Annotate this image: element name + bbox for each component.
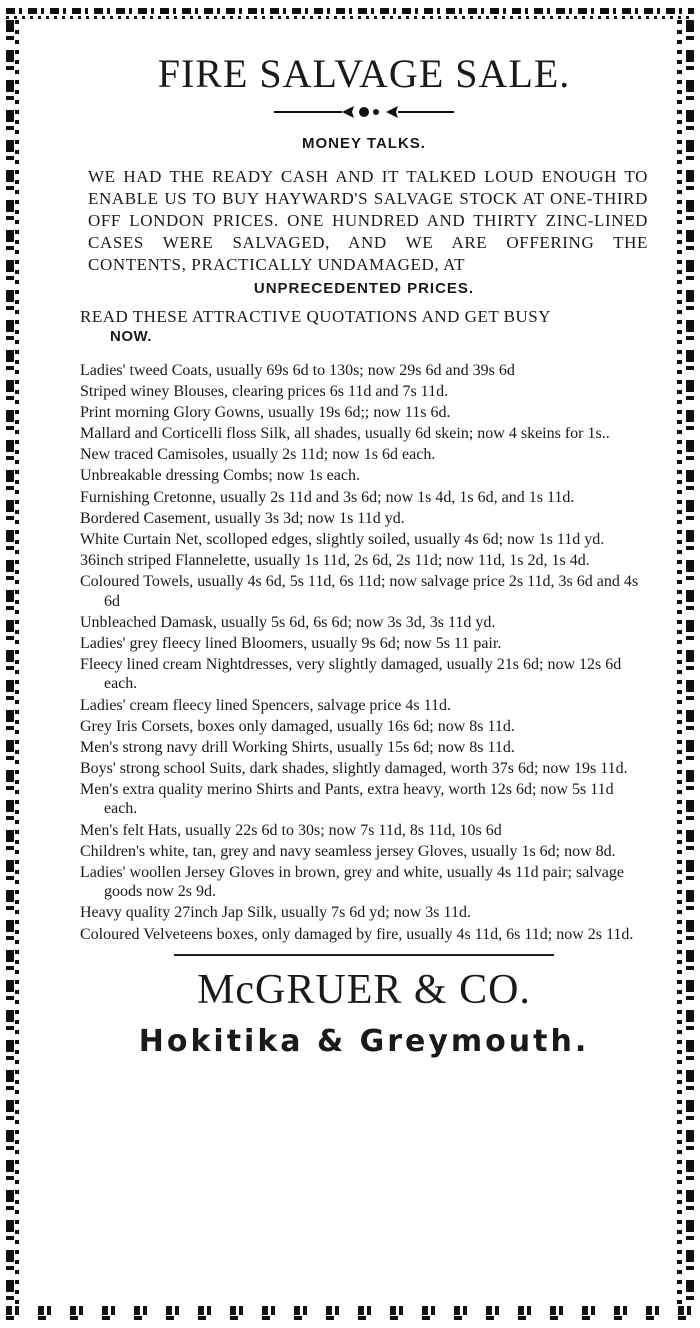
list-item: Men's strong navy drill Working Shirts, usually 15s 6d; now 8s 11d. [80,738,515,756]
list-item: Mallard and Corticelli floss Silk, all shades, usually 6d skein; now 4 skeins for 1s.. [80,425,610,443]
now-text: NOW. [110,328,152,345]
list-item: Coloured Velveteens boxes, only damaged by fire, usually 4s 11d, 6s 11d; now 2s 11d. [80,925,634,943]
list-item: Coloured Towels, usually 4s 6d, 5s 11d, 6s 11d; now salvage price 2s 11d, 3s 6d and 4s 6d [80,572,639,610]
list-item: Fleecy lined cream Nightdresses, very slightly damaged, usually 21s 6d; now 12s 6d each. [80,655,622,693]
intro-paragraph: WE HAD THE READY CASH AND IT TALKED LOUD ENOUGH TO ENABLE US TO BUY HAYWARD'S SALVAGE STOCK AT ONE-THIRD OFF LONDON PRICES. ONE HUNDRED AND THIRTY ZINC-LINED CASES WERE SALVAGED, AND WE ARE OFFERING THE CONTENTS, PRACTICALLY UNDAMAGED, AT [88,167,648,274]
list-item: Bordered Casement, usually 3s 3d; now 1s 11d yd. [80,509,405,527]
list-item: Men's felt Hats, usually 22s 6d to 30s; now 7s 11d, 8s 11d, 10s 6d [80,821,502,839]
ad-content [80,40,648,1059]
decorative-border-left [4,20,24,1304]
decorative-border-top [6,4,694,24]
list-item: Unbleached Damask, usually 5s 6d, 6s 6d; now 3s 3d, 3s 11d yd. [80,613,496,631]
money-talks-heading: MONEY TALKS. [302,135,426,152]
list-item: New traced Camisoles, usually 2s 11d; now 1s 6d each. [80,446,436,464]
list-item: Print morning Glory Gowns, usually 19s 6d;; now 11s 6d. [80,404,451,422]
price-list [80,361,648,944]
company-location: Hokitika & Greymouth. [138,1024,590,1060]
divider-rule [174,954,554,956]
company-name: McGRUER & CO. [197,967,531,1014]
list-item: Ladies' tweed Coats, usually 69s 6d to 130s; now 29s 6d and 39s 6d [80,362,515,379]
list-item: Ladies' cream fleecy lined Spencers, salvage price 4s 11d. [80,696,452,714]
list-item: Grey Iris Corsets, boxes only damaged, usually 16s 6d; now 8s 11d. [80,717,515,735]
read-quotations-line [80,307,648,347]
list-item: Furnishing Cretonne, usually 2s 11d and 3s 6d; now 1s 4d, 1s 6d, and 1s 11d. [80,488,575,506]
list-item: Ladies' grey fleecy lined Bloomers, usually 9s 6d; now 5s 11 pair. [80,634,502,652]
decorative-border-bottom [6,1302,694,1324]
unprecedented-prices-heading: UNPRECEDENTED PRICES. [253,280,475,297]
ad-title: FIRE SALVAGE SALE. [157,51,571,96]
list-item: Boys' strong school Suits, dark shades, slightly damaged, worth 37s 6d; now 19s 11d. [80,759,628,777]
list-item: White Curtain Net, scolloped edges, slightly soiled, usually 4s 6d; now 1s 11d yd. [80,530,605,548]
list-item: Striped winey Blouses, clearing prices 6s 11d and 7s 11d. [80,383,449,401]
decorative-border-right [674,20,696,1304]
list-item: Heavy quality 27inch Jap Silk, usually 7s 6d yd; now 3s 11d. [80,904,471,922]
read-quotations-text: READ THESE ATTRACTIVE QUOTATIONS AND GET BUSY [80,307,552,326]
list-item: Unbreakable dressing Combs; now 1s each. [80,467,360,485]
list-item: Children's white, tan, grey and navy seamless jersey Gloves, usually 1s 6d; now 8d. [80,842,616,860]
list-item: 36inch striped Flannelette, usually 1s 11d, 2s 6d, 2s 11d; now 11d, 1s 2d, 1s 4d. [80,551,590,569]
ornament-divider-icon [274,103,454,121]
list-item: Ladies' woollen Jersey Gloves in brown, grey and white, usually 4s 11d pair; salvage goods now 2s 9d. [80,863,624,901]
list-item: Men's extra quality merino Shirts and Pants, extra heavy, worth 12s 6d; now 5s 11d each. [80,780,614,818]
